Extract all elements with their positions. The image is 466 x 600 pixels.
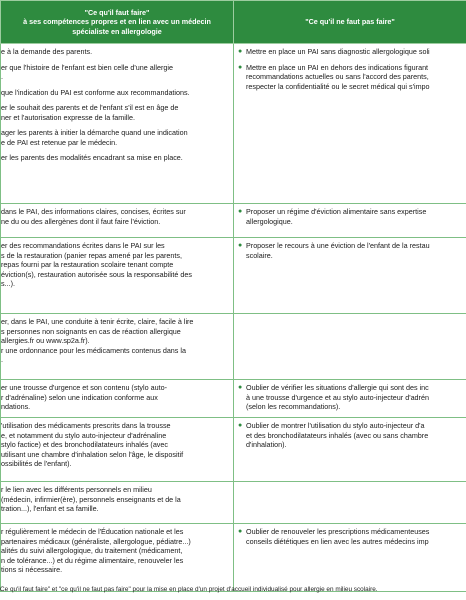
do-item: [1, 63, 230, 82]
dont-item-line: Oublier de montrer l'utilisation du stylo auto-injecteur d'a: [246, 421, 425, 430]
header-line: spécialiste en allergologie: [72, 26, 162, 36]
do-item-line: utilisant une chambre d'inhalation selon l'âge, le dispositif: [1, 449, 184, 459]
dont-cell: [234, 44, 466, 204]
dont-item-line: Proposer le recours à une éviction de l'enfant de la restau: [246, 241, 430, 250]
do-item-line: tions si nécessaire.: [1, 565, 63, 574]
do-item: [1, 103, 230, 122]
header-line: "Ce qu'il faut faire": [84, 7, 150, 17]
dont-item-text: [246, 47, 430, 57]
do-item-line: r le lien avec les différents personnels en milieu: [1, 485, 152, 494]
dont-cell: [234, 524, 466, 592]
do-item-line: alités du suivi allergologique, du traitement (médicament,: [1, 546, 183, 555]
do-item-line: repas fourni par la restauration scolaire tenant compte: [1, 260, 174, 269]
bullet-icon: ●: [238, 384, 243, 391]
dont-item: [238, 207, 463, 226]
dont-cell: [234, 482, 466, 524]
dont-cell: [234, 380, 466, 418]
do-item: [1, 207, 230, 226]
do-item: [1, 88, 230, 98]
dont-item-line: conseils diététiques en lien avec les autres médecins imp: [246, 536, 429, 546]
table-row: [1, 204, 466, 238]
do-item: [1, 241, 230, 289]
dont-item-line: allergologique.: [246, 216, 293, 226]
dont-cell: [234, 418, 466, 482]
table-row: [1, 380, 466, 418]
dont-cell: [234, 204, 466, 238]
dont-item-line: et des bronchodilatateurs inhalés (avec ou sans chambre: [246, 430, 429, 440]
do-item-line: (médecin, infirmier(ère), personnels enseignants et de la: [1, 494, 181, 504]
do-item-line: er une trousse d'urgence et son contenu (stylo auto-: [1, 383, 167, 392]
do-item: [1, 47, 230, 57]
do-item: [1, 153, 230, 163]
do-cell: [1, 482, 234, 524]
dont-item: [238, 527, 463, 546]
dont-item: [238, 383, 463, 412]
table-row: [1, 314, 466, 380]
table-caption: Ce qu'il faut faire" et "ce qu'il ne faut pas faire" pour la mise en place d'un projet d'accueil individualisé pour allergie en milieu scolaire.: [0, 586, 378, 593]
dont-item-line: Mettre en place un PAI sans diagnostic allergologique soli: [246, 47, 430, 56]
dont-item-text: [246, 241, 430, 260]
do-item-line: s...).: [1, 279, 15, 288]
bullet-icon: ●: [238, 208, 243, 215]
do-item-line: ossibilités de l'enfant).: [1, 459, 72, 468]
bullet-icon: ●: [238, 63, 243, 71]
header-do: [1, 1, 234, 44]
do-item-line: er le souhait des parents et de l'enfant s'il est en âge de: [1, 103, 179, 112]
do-item-line: allergies.fr ou www.sp2a.fr).: [1, 336, 90, 345]
do-item-line: n de tolérance...) et du régime alimentaire, renouveler les: [1, 555, 184, 565]
do-item: [1, 527, 230, 575]
dont-item: [238, 241, 463, 260]
do-item: [1, 421, 230, 469]
dont-item-line: (selon les recommandations).: [246, 402, 341, 411]
do-item-line: r régulièrement le médecin de l'Éducation nationale et les: [1, 527, 184, 536]
table-row: [1, 44, 466, 204]
do-item-line: stylo factice) et des bronchodilatateurs inhalés (avec: [1, 440, 168, 449]
dont-item: [238, 47, 463, 57]
dont-item: [238, 63, 463, 92]
do-item-line: .: [1, 72, 3, 81]
do-item-line: e de PAI est retenue par le médecin.: [1, 137, 118, 147]
bullet-icon: ●: [238, 48, 243, 55]
dont-item-text: [246, 63, 430, 92]
table-row: [1, 524, 466, 592]
do-item-line: ndations.: [1, 402, 31, 411]
dont-cell: [234, 314, 466, 380]
do-item-line: que l'indication du PAI est conforme aux recommandations.: [1, 87, 190, 97]
dont-cell: [234, 238, 466, 314]
dont-item-line: à une trousse d'urgence et au stylo auto-injecteur d'adrén: [246, 392, 429, 402]
do-item-line: er les parents des modalités encadrant sa mise en place.: [1, 153, 183, 162]
do-item-line: r une ordonnance pour les médicaments contenus dans la: [1, 345, 186, 355]
do-item-line: dans le PAI, des informations claires, concises, écrites sur: [1, 207, 186, 216]
do-item-line: r d'adrénaline) selon une indication conforme aux: [1, 392, 158, 402]
header-dont: [234, 1, 466, 44]
dont-item-line: d'inhalation).: [246, 440, 287, 449]
dont-item-text: [246, 527, 429, 546]
do-item-line: ne du ou des allergènes dont il faut faire l'éviction.: [1, 216, 161, 226]
do-cell: [1, 418, 234, 482]
do-item-line: tration...), l'enfant et sa famille.: [1, 504, 99, 513]
table-row: [1, 238, 466, 314]
dont-item-line: Mettre en place un PAI en dehors des indications figurant: [246, 62, 429, 72]
do-item-line: partenaires médicaux (généraliste, allergologue, pédiatre...): [1, 536, 191, 546]
dont-item-line: recommandations actuelles ou sans l'accord des parents,: [246, 72, 429, 81]
bullet-icon: ●: [238, 528, 243, 535]
dont-item-line: respecter la confidentialité ou le secret médical qui s'impo: [246, 81, 430, 91]
do-item-line: ner et l'autorisation expresse de la famille.: [1, 112, 136, 122]
do-item-line: er des recommandations écrites dans le PAI sur les: [1, 241, 165, 250]
do-item-line: s de la restauration (panier repas amené par les parents,: [1, 250, 182, 260]
do-item-line: 'utilisation des médicaments prescrits dans la trousse: [1, 421, 171, 430]
do-item: [1, 128, 230, 147]
do-cell: [1, 380, 234, 418]
do-cell: [1, 44, 234, 204]
dont-item-text: [246, 207, 426, 226]
header-line: "Ce qu'il ne faut pas faire": [305, 17, 395, 27]
header-line: à ses compétences propres et en lien avec un médecin: [23, 17, 211, 27]
do-cell: [1, 524, 234, 592]
dont-item-line: scolaire.: [246, 250, 273, 260]
dont-item-line: Proposer un régime d'éviction alimentaire sans expertise: [246, 207, 427, 216]
do-item-line: s personnes non soignants en cas de réaction allergique: [1, 326, 181, 336]
dont-item: [238, 421, 463, 450]
bullet-icon: ●: [238, 422, 243, 429]
do-item-line: e, et notamment du stylo auto-injecteur d'adrénaline: [1, 430, 167, 440]
bullet-icon: ●: [238, 242, 243, 249]
do-item-line: e à la demande des parents.: [1, 47, 93, 56]
do-item-line: er que l'histoire de l'enfant est bien celle d'une allergie: [1, 62, 173, 72]
dont-item-text: [246, 383, 429, 412]
dont-item-line: Oublier de vérifier les situations d'allergie qui sont des inc: [246, 383, 429, 392]
dont-item-line: Oublier de renouveler les prescriptions médicamenteuses: [246, 527, 430, 536]
do-item: [1, 383, 230, 412]
table-row: [1, 482, 466, 524]
do-item: [1, 485, 230, 514]
dont-item-text: [246, 421, 428, 450]
do-cell: [1, 238, 234, 314]
do-item-line: ager les parents à initier la démarche quand une indication: [1, 128, 188, 137]
do-item-line: er, dans le PAI, une conduite à tenir écrite, claire, facile à lire: [1, 317, 194, 326]
table-header-row: [1, 1, 466, 44]
do-item-line: éviction(s), restauration autorisée sous la responsabilité des: [1, 269, 192, 279]
table-row: [1, 418, 466, 482]
do-item-line: .: [1, 355, 3, 364]
do-cell: [1, 204, 234, 238]
do-cell: [1, 314, 234, 380]
do-item: [1, 317, 230, 365]
